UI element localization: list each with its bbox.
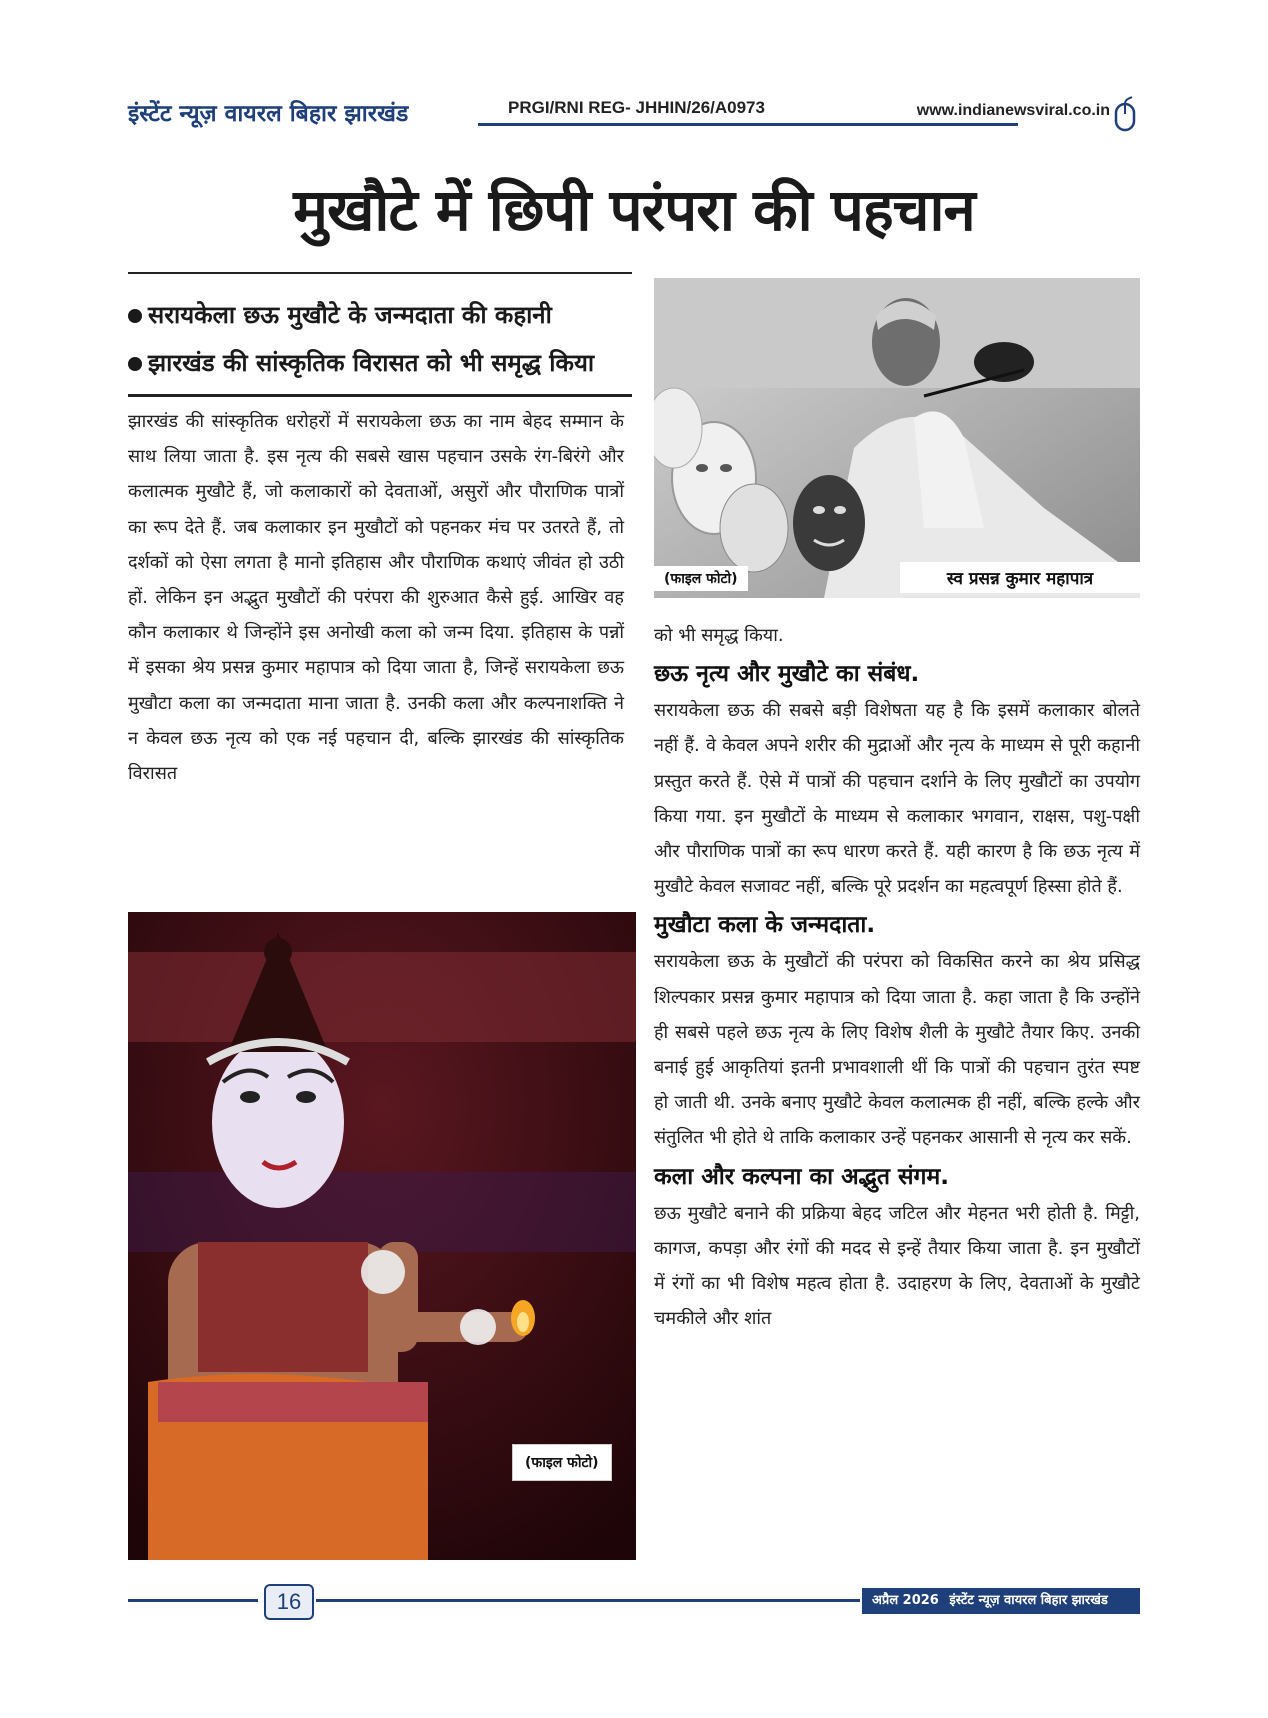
section-heading: कला और कल्पना का अद्भुत संगम. [654,1163,949,1190]
section-body: सरायकेला छऊ की सबसे बड़ी विशेषता यह है कि इसमें कलाकार बोलते नहीं हैं. वे केवल अपने शरीर की मुद्राओं और नृत्य के माध्यम से पूरी कहानी प्रस्तुत करते हैं. ऐसे में पात्रों की पहचान दर्शाने के लिए मुखौटों का उपयोग किया गया. इन मुखौटों के माध्यम से कलाकार भगवान, राक्षस, पशु-पक्षी और पौराणिक पात्रों का रूप धारण करते हैं. यही कारण है कि छऊ नृत्य में मुखौटे केवल सजावट नहीं, बल्कि पूरे प्रदर्शन का महत्वपूर्ण हिस्सा होते हैं. [654,700,1140,898]
footer-rule [316,1599,860,1602]
section-heading: मुखौटा कला के जन्मदाता. [654,912,876,939]
highlight-text: सरायकेला छऊ मुखौटे के जन्मदाता की कहानी [148,301,552,329]
highlight-item [128,346,594,379]
issue-date: अप्रैल 2026 [872,1593,939,1608]
photo-subject-caption: स्व प्रसन्न कुमार महापात्र [900,562,1140,593]
headline: मुखौटे में छिपी परंपरा की पहचान [293,176,975,244]
artisan-photo [654,278,1140,598]
bullet-icon [128,357,142,371]
publication-title: इंस्टेंट न्यूज़ वायरल बिहार झारखंड [128,101,409,127]
footer-publication-name: इंस्टेंट न्यूज़ वायरल बिहार झारखंड [949,1593,1108,1608]
masthead-rule [478,123,1018,126]
photo-caption: (फाइल फोटो) [512,1444,612,1481]
highlight-text: झारखंड की सांस्कृतिक विरासत को भी समृद्ध किया [148,349,595,377]
section-body: सरायकेला छऊ के मुखौटों की परंपरा को विकसित करने का श्रेय प्रसिद्ध शिल्पकार प्रसन्न कुमार महापात्र को दिया जाता है. कहा जाता है कि उन्होंने ही सबसे पहले छऊ नृत्य के लिए विशेष शैली के मुखौटे तैयार किए. उनकी बनाई हुई आकृतियां इतनी प्रभावशाली थीं कि पात्रों की पहचान तुरंत स्पष्ट हो जाती थी. उनके बनाए मुखौटे केवल कलात्मक ही नहीं, बल्कि हल्के और संतुलित भी होते थे ताकि कलाकार उन्हें पहनकर आसानी से नृत्य कर सकें. [654,951,1140,1149]
website-url: www.indianewsviral.co.in [911,102,1110,120]
highlight-item [128,298,552,331]
article-intro: झारखंड की सांस्कृतिक धरोहरों में सरायकेला छऊ का नाम बेहद सम्मान के साथ लिया जाता है. इस नृत्य की सबसे खास पहचान उसके रंग-बिरंगे और कलात्मक मुखौटे हैं, जो कलाकारों को देवताओं, असुरों और पौराणिक पात्रों का रूप देते हैं. जब कलाकार इन मुखौटों को पहनकर मंच पर उतरते हैं, तो दर्शकों को ऐसा लगता है मानो इतिहास और पौराणिक कथाएं जीवंत हो उठी हों. लेकिन इन अद्भुत मुखौटों की परंपरा की शुरुआत कैसे हुई. आखिर वह कौन कलाकार थे जिन्होंने इस अनोखी कला को जन्म दिया. इतिहास के पन्नों में इसका श्रेय प्रसन्न कुमार महापात्र को दिया जाता है, जिन्हें सरायकेला छऊ मुखौटा कला का जन्मदाता माना जाता है. उनकी कला और कल्पनाशक्ति ने न केवल छऊ नृत्य को एक नई पहचान दी, बल्कि झारखंड की सांस्कृतिक विरासत [128,411,624,785]
divider [128,394,632,397]
continued-text: को भी समृद्ध किया. [654,625,784,646]
divider [128,272,632,274]
right-column [654,618,1140,1336]
page-number: 16 [264,1584,314,1620]
registration-number: PRGI/RNI REG- JHHIN/26/A0973 [500,98,773,118]
bullet-icon [128,309,142,323]
mouse-icon [1112,96,1138,132]
footer-rule [128,1599,258,1602]
section-body: छऊ मुखौटे बनाने की प्रक्रिया बेहद जटिल और मेहनत भरी होती है. मिट्टी, कागज, कपड़ा और रंगों की मदद से इन्हें तैयार किया जाता है. इन मुखौटों में रंगों का भी विशेष महत्व होता है. उदाहरण के लिए, देवताओं के मुखौटे चमकीले और शांत [654,1202,1140,1330]
section-heading: छऊ नृत्य और मुखौटे का संबंध. [654,661,920,688]
masthead [128,96,1138,136]
footer-publication-bar [862,1588,1140,1614]
photo-caption: (फाइल फोटो) [654,566,748,591]
